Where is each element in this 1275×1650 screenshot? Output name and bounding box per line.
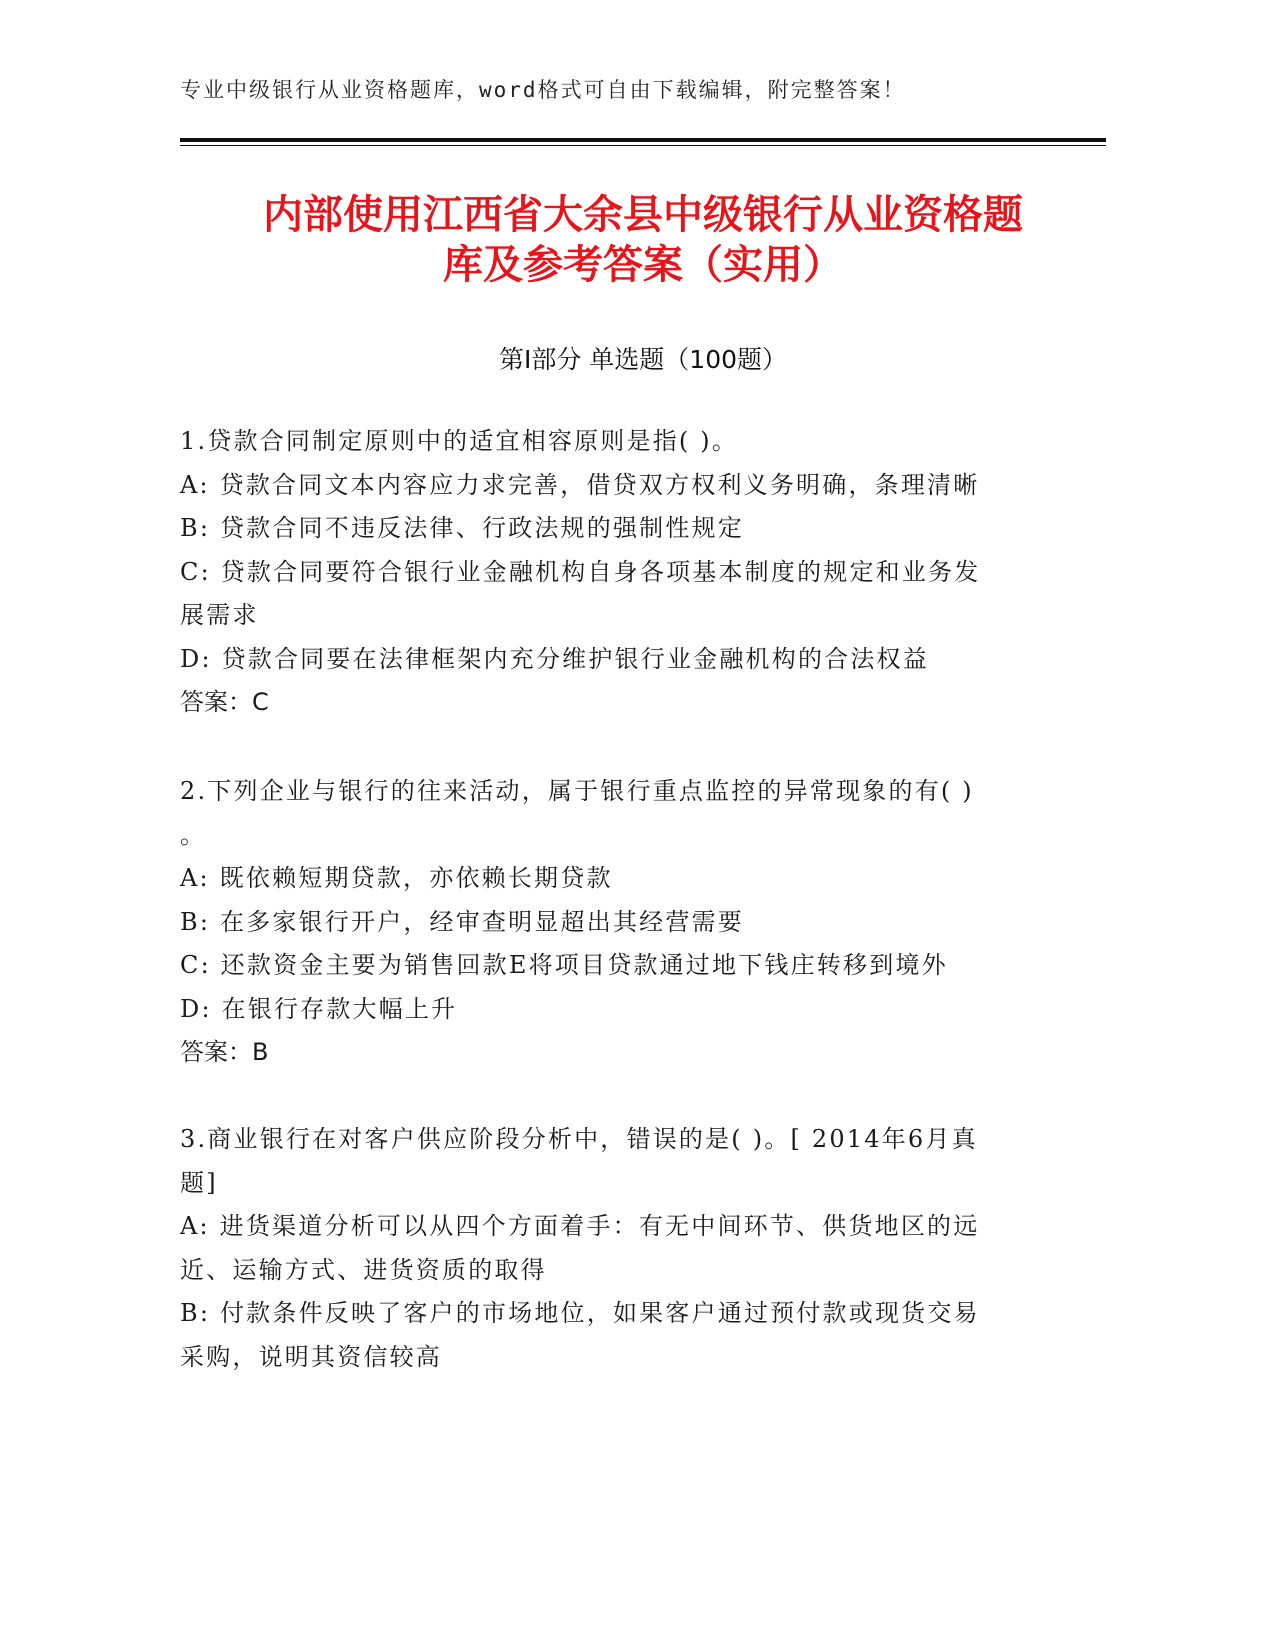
question-1: [180, 420, 1060, 725]
header-rule-thick: [180, 138, 1106, 142]
answer: 答案：C: [180, 688, 269, 716]
header-rule-thin: [180, 145, 1106, 146]
question-stem-continued: 题]: [180, 1168, 218, 1197]
header-note: 专业中级银行从业资格题库，word格式可自由下载编辑，附完整答案！: [180, 78, 906, 102]
question-2: [180, 770, 1060, 1075]
question-stem: 1.贷款合同制定原则中的适宜相容原则是指( )。: [180, 427, 739, 455]
option-a: A: 贷款合同文本内容应力求完善，借贷双方权利义务明确，条理清晰: [180, 470, 980, 499]
title-line-1: 内部使用江西省大余县中级银行从业资格题: [263, 192, 1023, 238]
option-d: D: 在银行存款大幅上升: [180, 994, 458, 1023]
question-stem: 3.商业银行在对客户供应阶段分析中，错误的是( )。[ 2014年6月真: [180, 1125, 978, 1153]
question-stem: 2.下列企业与银行的往来活动，属于银行重点监控的异常现象的有( ): [180, 777, 974, 805]
section-heading: 第Ⅰ部分 单选题（100题）: [498, 345, 788, 374]
option-c-continued: 展需求: [180, 601, 259, 629]
option-c: C: 贷款合同要符合银行业金融机构自身各项基本制度的规定和业务发: [180, 557, 981, 586]
answer: 答案：B: [180, 1038, 269, 1066]
option-d: D: 贷款合同要在法律框架内充分维护银行业金融机构的合法权益: [180, 644, 929, 673]
option-b-continued: 采购，说明其资信较高: [180, 1342, 442, 1371]
question-stem-continued: 。: [180, 820, 207, 849]
option-b: B: 在多家银行开户，经审查明显超出其经营需要: [180, 907, 744, 936]
option-b: B: 付款条件反映了客户的市场地位，如果客户通过预付款或现货交易: [180, 1299, 980, 1327]
option-a: A: 既依赖短期贷款，亦依赖长期贷款: [180, 864, 613, 892]
document-title: [180, 190, 1106, 290]
option-a-continued: 近、运输方式、进货资质的取得: [180, 1255, 547, 1284]
option-b: B: 贷款合同不违反法律、行政法规的强制性规定: [180, 514, 744, 542]
option-a: A: 进货渠道分析可以从四个方面着手：有无中间环节、供货地区的远: [180, 1212, 980, 1240]
title-line-2: 库及参考答案（实用）: [443, 242, 843, 288]
question-3: [180, 1118, 1060, 1379]
option-c: C: 还款资金主要为销售回款E将项目贷款通过地下钱庄转移到境外: [180, 951, 948, 979]
